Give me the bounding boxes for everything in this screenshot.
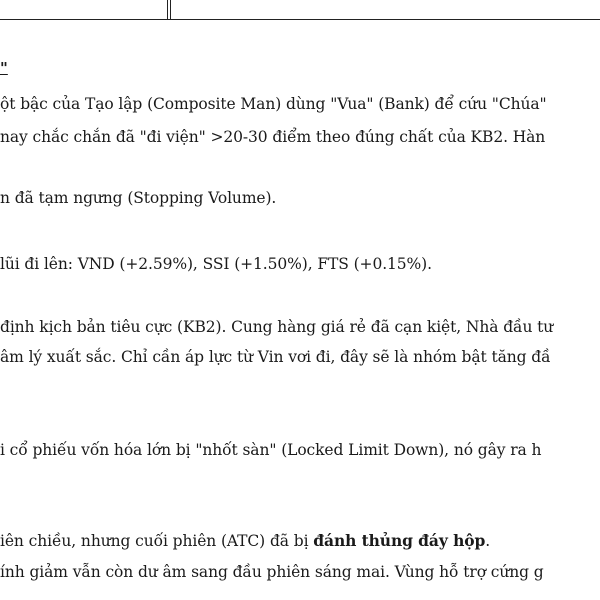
paragraph-line: nay chắc chắn đã "đi viện" >20-30 điểm theo đúng chất của KB2. Hàn xyxy=(0,128,546,146)
table-bottom-border xyxy=(0,0,600,20)
paragraph-line: định kịch bản tiêu cực (KB2). Cung hàng giá rẻ đã cạn kiệt, Nhà đầu tư xyxy=(0,318,554,336)
table-horizontal-rule xyxy=(0,19,600,20)
paragraph-line: ột bậc của Tạo lập (Composite Man) dùng "Vua" (Bank) để cứu "Chúa" xyxy=(0,95,547,113)
emphasized-text: đánh thủng đáy hộp xyxy=(313,531,486,550)
paragraph-line: i cổ phiếu vốn hóa lớn bị "nhốt sàn" (Locked Limit Down), nó gây ra h xyxy=(0,441,542,459)
table-cell-divider xyxy=(167,0,168,20)
table-cell-divider xyxy=(170,0,171,20)
line-text: iên chiều, nhưng cuối phiên (ATC) đã bị xyxy=(0,532,314,550)
section-heading-fragment: " xyxy=(0,59,8,77)
paragraph-line: ính giảm vẫn còn dư âm sang đầu phiên sáng mai. Vùng hỗ trợ cứng g xyxy=(0,563,544,581)
line-text: . xyxy=(485,532,491,550)
paragraph-line: âm lý xuất sắc. Chỉ cần áp lực từ Vin vơi đi, đây sẽ là nhóm bật tăng đầ xyxy=(0,348,551,366)
paragraph-line: lũi đi lên: VND (+2.59%), SSI (+1.50%), FTS (+0.15%). xyxy=(0,255,432,273)
paragraph-line: n đã tạm ngưng (Stopping Volume). xyxy=(0,189,277,207)
paragraph-line xyxy=(0,531,490,551)
